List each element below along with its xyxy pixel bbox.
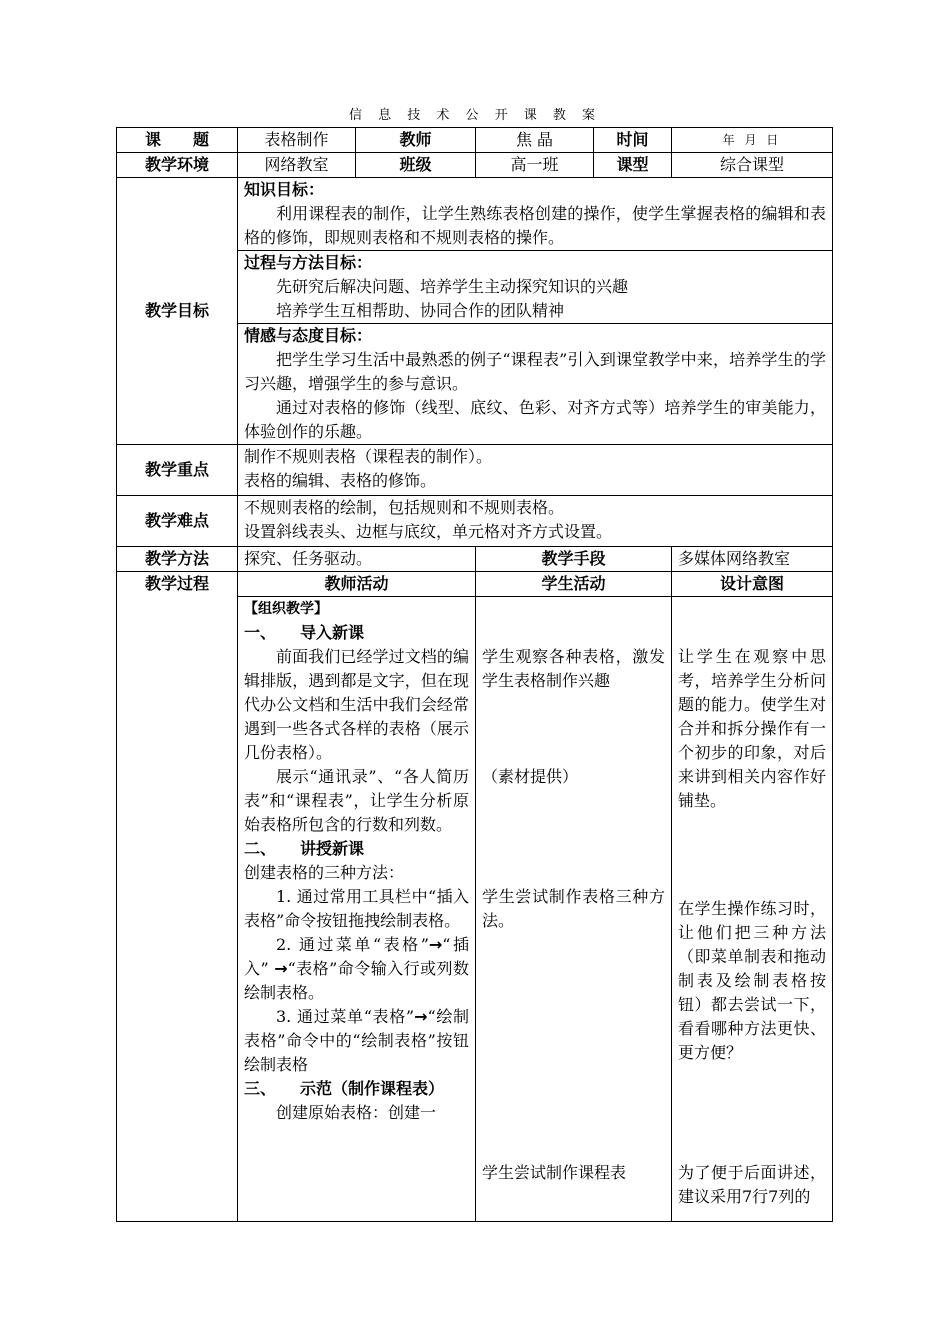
knowledge-goal-text: 利用课程表的制作，让学生熟练表格创建的操作，使学生掌握表格的编辑和表格的修饰，即规则表格和不规则表格的操作。 <box>244 204 826 247</box>
type-label: 课型 <box>594 153 672 178</box>
key-label: 教学重点 <box>117 445 238 496</box>
col-design-header: 设计意图 <box>672 572 833 597</box>
method-3-part-a: 3. 通过菜单“表格” <box>276 1007 415 1026</box>
key-cell <box>238 445 833 496</box>
means-label: 教学手段 <box>476 547 672 572</box>
time-label: 时间 <box>594 128 672 153</box>
student-activity-1b: （素材提供） <box>482 767 579 786</box>
process-goal-cell <box>238 251 833 324</box>
type-value: 综合课型 <box>672 153 833 178</box>
method-1: 1. 通过常用工具栏中“插入表格”命令按钮拖拽绘制表格。 <box>244 887 469 930</box>
section-3-para-1: 创建原始表格：创建一 <box>276 1103 437 1122</box>
method-2-part-a: 2. 通过菜单“表格” <box>276 935 429 954</box>
goals-knowledge-row <box>117 178 833 251</box>
teacher-activity-cell <box>238 597 476 1222</box>
student-activity-cell <box>476 597 672 1222</box>
method-2 <box>244 933 469 1005</box>
method-2-part-b: “插入” <box>244 935 469 978</box>
col-teacher-header: 教师活动 <box>238 572 476 597</box>
key-points-row <box>117 445 833 496</box>
goals-label: 教学目标 <box>117 178 238 445</box>
method-label: 教学方法 <box>117 547 238 572</box>
emotion-goal-1: 把学生学习生活中最熟悉的例子“课程表”引入到课堂教学中来，培养学生的学习兴趣，增强学生的参与意识。 <box>244 350 826 393</box>
key-line-1: 制作不规则表格（课程表的制作）。 <box>244 447 493 466</box>
key-line-2: 表格的编辑、表格的修饰。 <box>244 471 437 490</box>
arrow-icon: → <box>414 1007 428 1026</box>
env-label: 教学环境 <box>117 153 238 178</box>
col-student-header: 学生活动 <box>476 572 672 597</box>
organize-title: 【组织教学】 <box>244 601 328 617</box>
topic-label: 课 题 <box>117 128 238 153</box>
method-value: 探究、任务驱动。 <box>238 547 476 572</box>
method-3 <box>244 1005 469 1077</box>
difficult-label: 教学难点 <box>117 496 238 547</box>
page-title: 信 息 技 术 公 开 课 教 案 <box>348 108 602 123</box>
knowledge-goal-title: 知识目标： <box>244 180 325 199</box>
process-header-row <box>117 572 833 597</box>
section-1-para-2: 展示“通讯录”、“各人简历表”和“课程表”，让学生分析原始表格所包含的行数和列数。 <box>244 767 469 834</box>
emotion-goal-2: 通过对表格的修饰（线型、底纹、色彩、对齐方式等）培养学生的审美能力，体验创作的乐趣。 <box>244 398 826 441</box>
topic-value: 表格制作 <box>238 128 356 153</box>
section-1-title: 一、 导入新课 <box>244 623 365 642</box>
method-row <box>117 547 833 572</box>
process-label: 教学过程 <box>117 572 238 1222</box>
student-activity-1: 学生观察各种表格，激发学生表格制作兴趣 <box>482 647 665 690</box>
difficult-points-row <box>117 496 833 547</box>
time-value: 年 月 日 <box>672 128 833 153</box>
class-value: 高一班 <box>476 153 594 178</box>
difficult-line-2: 设置斜线表头、边框与底纹，单元格对齐方式设置。 <box>244 522 613 541</box>
section-2-title: 二、 讲授新课 <box>244 839 365 858</box>
section-1-para-1: 前面我们已经学过文档的编辑排版，遇到都是文字，但在现代办公文档和生活中我们会经常遇到一些各式各样的表格（展示几份表格）。 <box>244 647 469 762</box>
arrow-icon: → <box>274 959 288 978</box>
arrow-icon: → <box>428 935 443 954</box>
header-row-1 <box>117 128 833 153</box>
student-activity-3: 学生尝试制作课程表 <box>482 1163 627 1182</box>
section-2-intro: 创建表格的三种方法： <box>244 863 405 882</box>
method-2-part-c: “表格”命令输入行或列数绘制表格。 <box>244 959 469 1002</box>
emotion-goal-title: 情感与态度目标： <box>244 326 373 345</box>
design-intent-cell <box>672 597 833 1222</box>
header-row-2 <box>117 153 833 178</box>
knowledge-goal-cell <box>238 178 833 251</box>
difficult-line-1: 不规则表格的绘制，包括规则和不规则表格。 <box>244 498 565 517</box>
process-goal-title: 过程与方法目标： <box>244 253 373 272</box>
method-3-part-b: “绘制表格”命令中的“绘制表格”按钮绘制表格 <box>244 1007 469 1074</box>
teacher-value: 焦 晶 <box>476 128 594 153</box>
process-goal-1: 先研究后解决问题、培养学生主动探究知识的兴趣 <box>276 277 629 296</box>
lesson-plan-table <box>116 127 833 1222</box>
difficult-cell <box>238 496 833 547</box>
class-label: 班级 <box>356 153 476 178</box>
student-activity-2: 学生尝试制作表格三种方法。 <box>482 887 665 930</box>
means-value: 多媒体网络教室 <box>672 547 833 572</box>
emotion-goal-cell <box>238 324 833 445</box>
design-intent-1: 让学生在观察中思考，培养学生分析问题的能力。使学生对合并和拆分操作有一个初步的印象，对后来讲到相关内容作好铺垫。 <box>678 647 826 810</box>
env-value: 网络教室 <box>238 153 356 178</box>
design-intent-3: 为了便于后面讲述，建议采用7行7列的 <box>678 1163 826 1206</box>
section-3-title: 三、 示范（制作课程表） <box>244 1079 445 1098</box>
design-intent-2: 在学生操作练习时，让他们把三种方法（即菜单制表和拖动制表及绘制表格按钮）都去尝试一下，看看哪种方法更快、更方便？ <box>678 899 826 1062</box>
teacher-label: 教师 <box>356 128 476 153</box>
process-goal-2: 培养学生互相帮助、协同合作的团队精神 <box>276 301 565 320</box>
